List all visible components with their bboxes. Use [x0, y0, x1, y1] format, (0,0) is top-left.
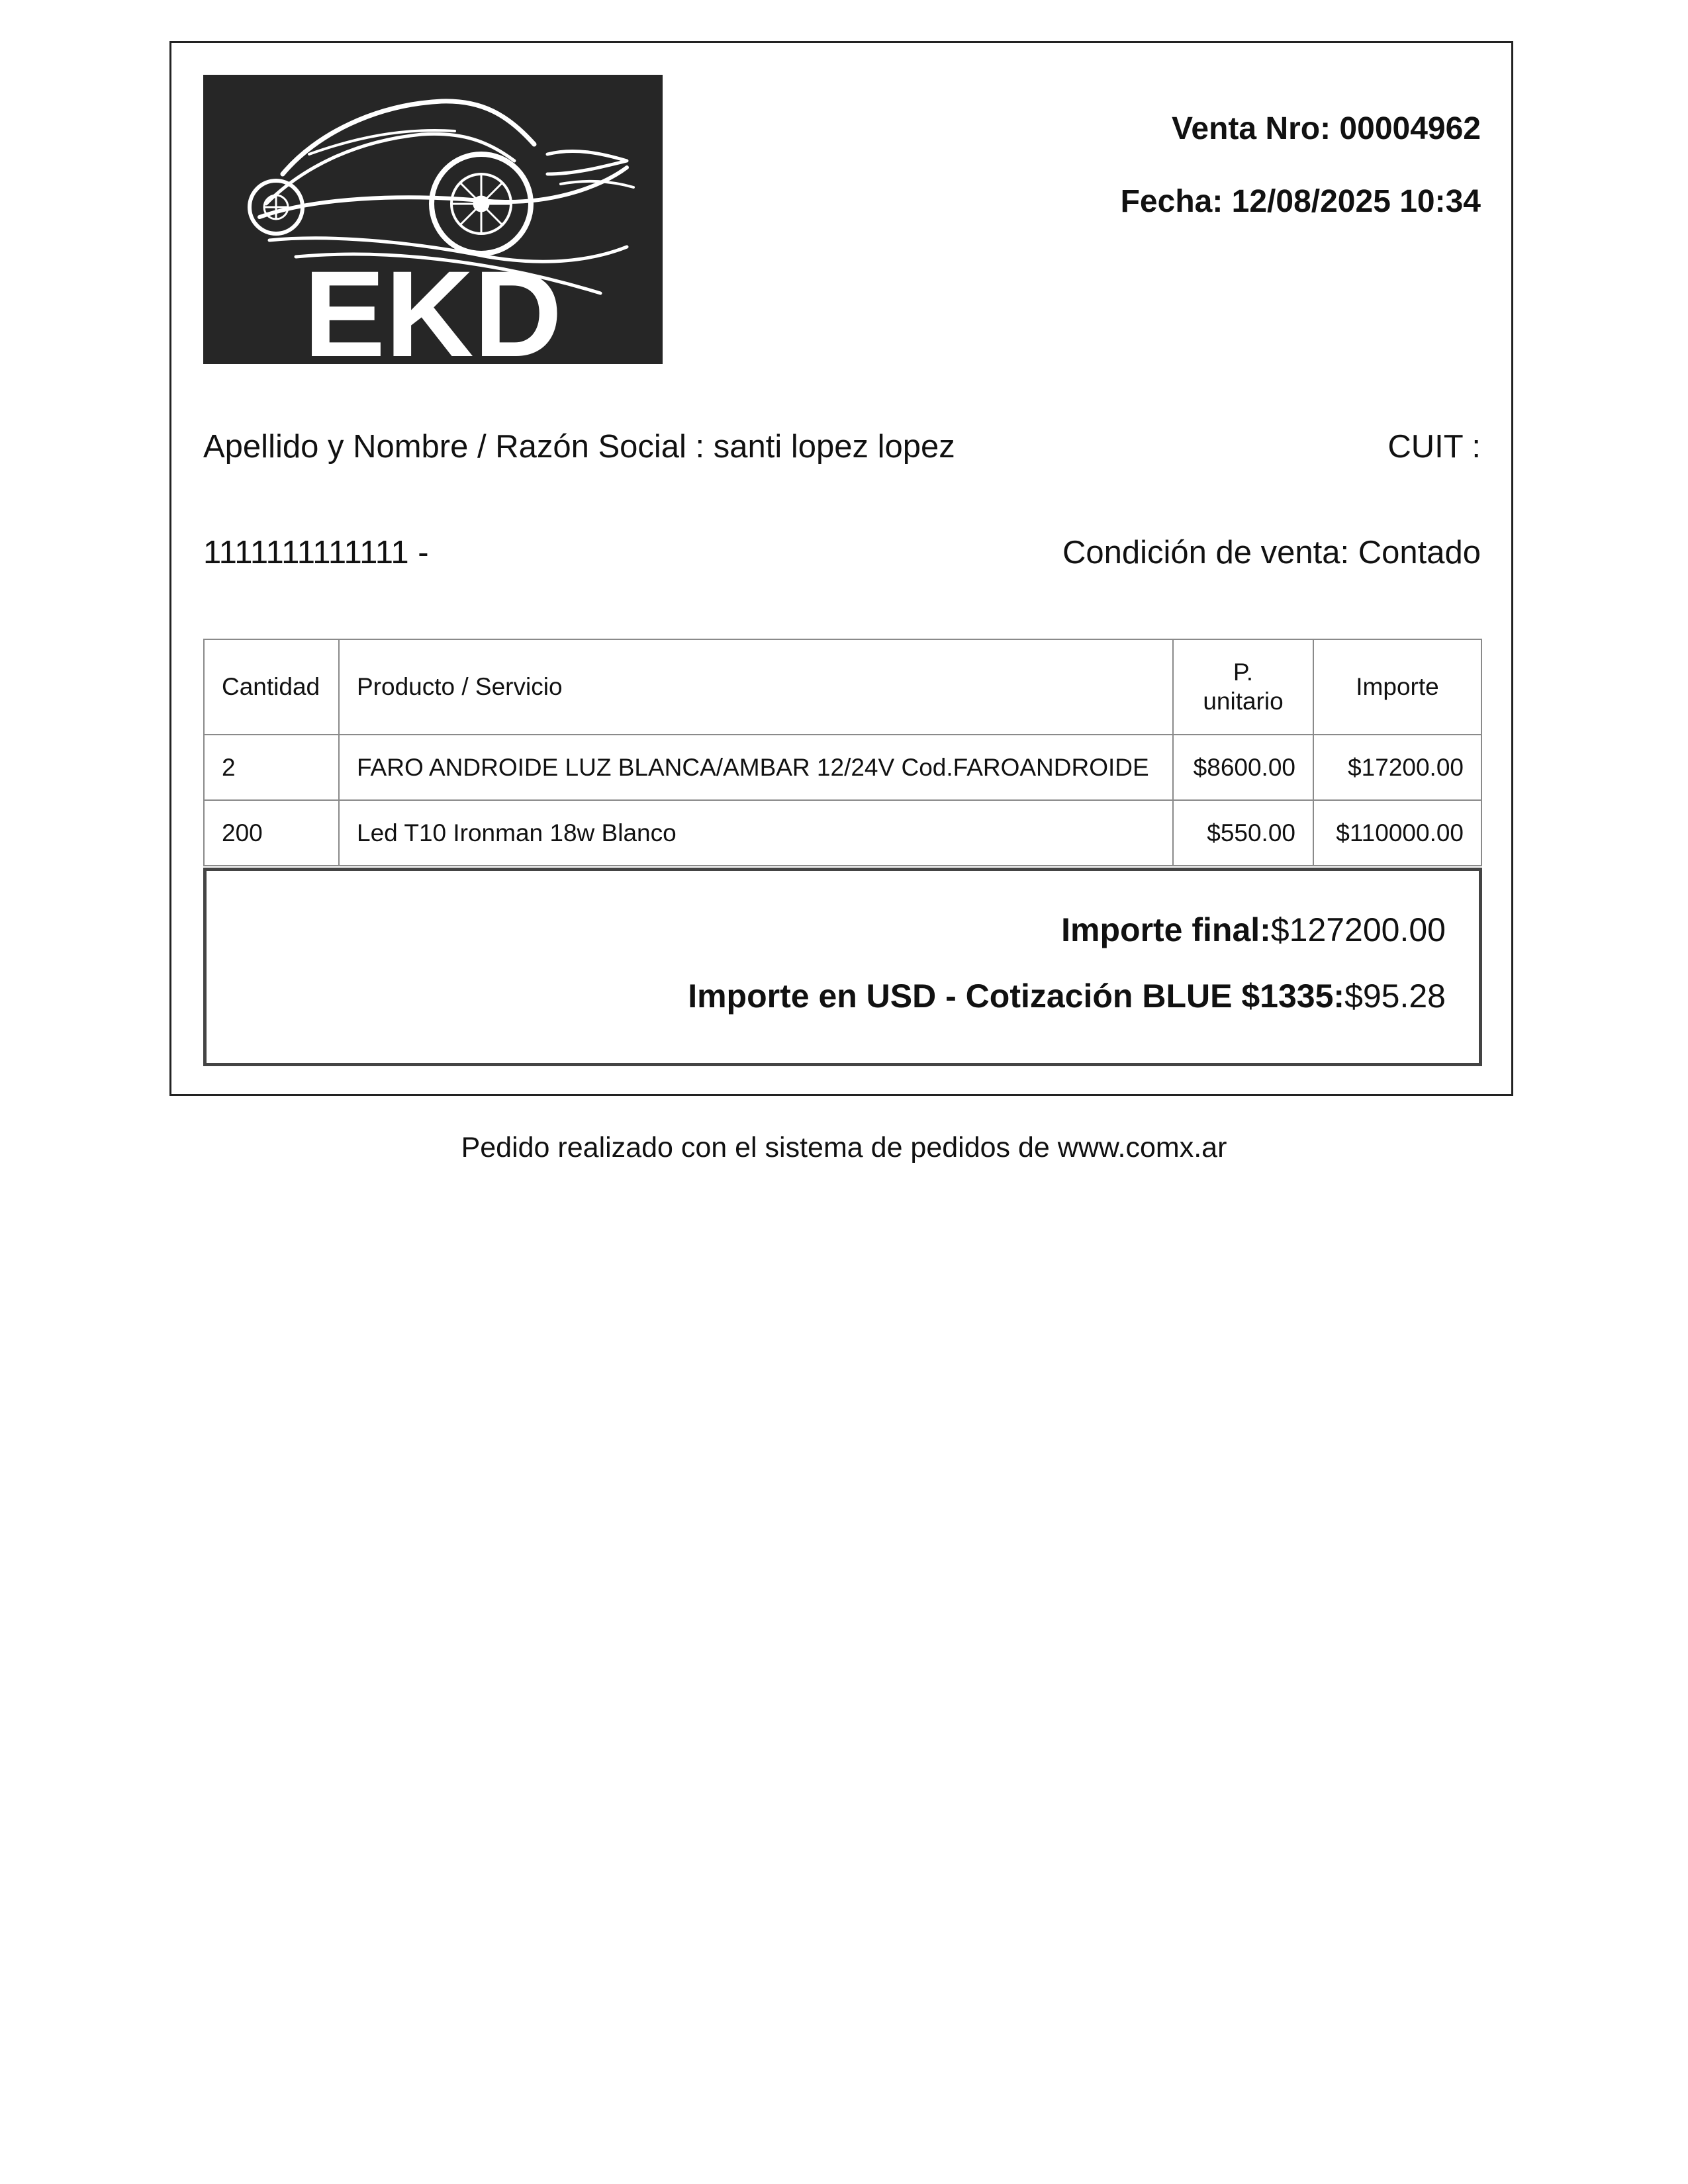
final-total-label: Importe final:	[1061, 911, 1271, 948]
row-amount: $17200.00	[1313, 735, 1481, 800]
header-unit-price	[1173, 639, 1313, 735]
sale-date: Fecha: 12/08/2025 10:34	[1120, 184, 1481, 219]
sale-number: Venta Nro: 00004962	[1172, 111, 1481, 146]
header-qty: Cantidad	[204, 639, 339, 735]
items-table	[203, 639, 1482, 866]
final-total-value: $127200.00	[1270, 911, 1446, 948]
header-product: Producto / Servicio	[339, 639, 1173, 735]
table-row	[204, 735, 1481, 800]
sports-car-logo-icon	[203, 75, 663, 364]
row-amount: $110000.00	[1313, 800, 1481, 866]
usd-total-value: $95.28	[1344, 978, 1446, 1015]
table-header-row	[204, 639, 1481, 735]
row-product: Led T10 Ironman 18w Blanco	[339, 800, 1173, 866]
header-unit-line1: P.	[1233, 659, 1254, 686]
header-amount: Importe	[1313, 639, 1481, 735]
sale-condition: Condición de venta: Contado	[1062, 535, 1481, 570]
row-unit-price: $550.00	[1173, 800, 1313, 866]
cuit-value: 1111111111111 -	[203, 535, 429, 570]
client-name: Apellido y Nombre / Razón Social : santi lopez lopez	[203, 429, 955, 465]
row-qty: 200	[204, 800, 339, 866]
cuit-label: CUIT :	[1387, 429, 1481, 465]
row-qty: 2	[204, 735, 339, 800]
final-total	[1061, 911, 1446, 949]
footer-note: Pedido realizado con el sistema de pedidos de www.comx.ar	[461, 1132, 1227, 1163]
table-row	[204, 800, 1481, 866]
totals-box	[203, 868, 1482, 1066]
logo-text: EKD	[303, 246, 563, 364]
row-product: FARO ANDROIDE LUZ BLANCA/AMBAR 12/24V Cod.FAROANDROIDE	[339, 735, 1173, 800]
header-unit-line2: unitario	[1203, 688, 1284, 715]
usd-total	[688, 977, 1446, 1015]
usd-total-label: Importe en USD - Cotización BLUE $1335:	[688, 978, 1345, 1015]
row-unit-price: $8600.00	[1173, 735, 1313, 800]
company-logo	[203, 75, 663, 364]
invoice-frame	[169, 41, 1513, 1096]
